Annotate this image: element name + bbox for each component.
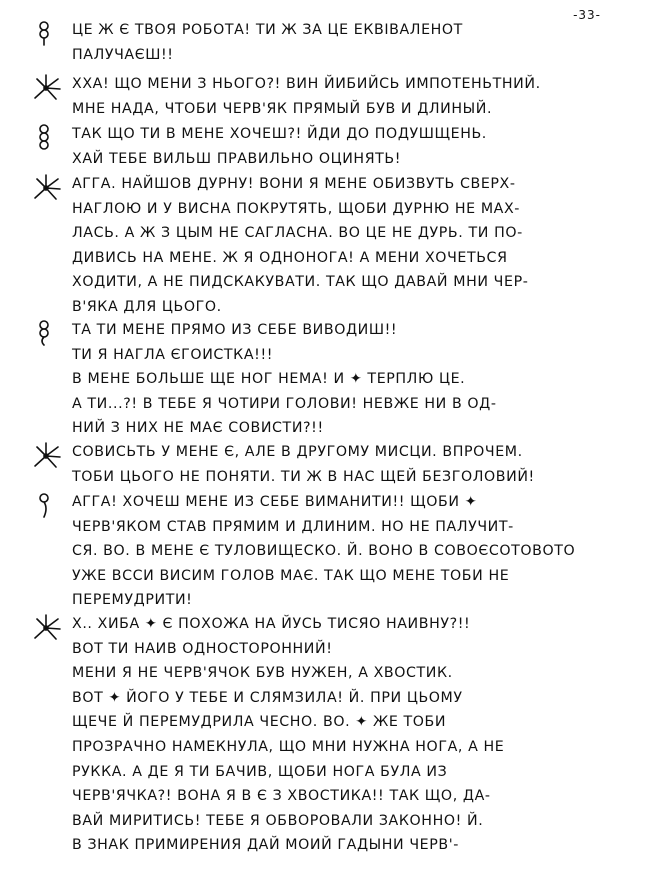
text-line: А ТИ...?! В ТЕБЕ Я ЧОТИРИ ГОЛОВИ! НЕВЖЕ НИ В ОД- [72, 395, 497, 412]
text-line: ЧЕРВ'ЯЧКА?! ВОНА Я В Є З ХВОСТИКА!! ТАК ЩО, ДА- [72, 788, 491, 805]
text-line: ХОДИТИ, А НЕ ПИДСКАКУВАТИ. ТАК ЩО ДАВАЙ МНИ ЧЕР- [72, 274, 529, 291]
text-line: ТА ТИ МЕНЕ ПРЯМО ИЗ СЕБЕ ВИВОДИШ!! [72, 322, 398, 338]
text-line: МЕНИ Я НЕ ЧЕРВ'ЯЧОК БУВ НУЖЕН, А ХВОСТИК. [72, 665, 453, 682]
page-number: -33- [573, 8, 601, 22]
text-line: ЛАСЬ. А Ж З ЦЫМ НЕ САГЛАСНА. ВО ЦЕ НЕ ДУРЬ. ТИ ПО- [72, 225, 523, 242]
starburst-glyph-icon [32, 614, 62, 640]
spiral-glyph-icon [32, 20, 62, 46]
text-line: ПРОЗРАЧНО НАМЕКНУЛА, ЩО МНИ НУЖНА НОГА, А НЕ [72, 738, 505, 755]
text-line: СОВИСЬТЬ У МЕНЕ Є, АЛЕ В ДРУГОМУ МИСЦИ. ВПРОЧЕМ. [72, 444, 523, 460]
text-line: МНЕ НАДА, ЧТОБИ ЧЕРВ'ЯК ПРЯМЫЙ БУВ И ДЛИНЫЙ. [72, 100, 493, 117]
text-line: НИЙ З НИХ НЕ МАЄ СОВИСТИ?!! [72, 420, 324, 437]
text-line: ТОБИ ЦЬОГО НЕ ПОНЯТИ. ТИ Ж В НАС ЩЕЙ БЕЗГОЛОВИЙ! [72, 468, 535, 485]
text-line: ВОТ ✦ ЙОГО У ТЕБЕ И СЛЯМЗИЛА! Й. ПРИ ЦЬОМУ [72, 689, 463, 706]
text-line: АГГА! ХОЧЕШ МЕНЕ ИЗ СЕБЕ ВИМАНИТИ!! ЩОБИ ✦ [72, 494, 478, 510]
text-line: НАГЛОЮ И У ВИСНА ПОКРУТЯТЬ, ЩОБИ ДУРНЮ НЕ МАХ- [72, 200, 521, 217]
text-line: РУККА. А ДЕ Я ТИ БАЧИВ, ЩОБИ НОГА БУЛА ИЗ [72, 763, 448, 780]
text-line: В ЗНАК ПРИМИРЕНИЯ ДАЙ МОИЙ ГАДЫНИ ЧЕРВ'- [72, 837, 459, 854]
text-line: ВОТ ТИ НАИВ ОДНОСТОРОННИЙ! [72, 640, 333, 657]
text-line: ЧЕРВ'ЯКОМ СТАВ ПРЯМИМ И ДЛИНИМ. НО НЕ ПАЛУЧИТ- [72, 518, 514, 535]
spiral-glyph-icon [32, 320, 62, 346]
text-line: ХХА! ЩО МЕНИ З НЬОГО?! ВИН ЙИБИЙСЬ ИМПОТЕНЬТНИЙ. [72, 76, 541, 92]
text-line: АГГА. НАЙШОВ ДУРНУ! ВОНИ Я МЕНЕ ОБИЗВУТЬ СВЕРХ- [72, 176, 516, 192]
text-line: В МЕНЕ БОЛЬШЕ ЩЕ НОГ НЕМА! И ✦ ТЕРПЛЮ ЦЕ. [72, 371, 466, 388]
text-line: Х.. ХИБА ✦ Є ПОХОЖА НА ЙУСЬ ТИСЯО НАИВНУ?!! [72, 616, 471, 632]
text-line: ПЕРЕМУДРИТИ! [72, 592, 193, 609]
text-line: СЯ. ВО. В МЕНЕ Є ТУЛОВИЩЕСКО. Й. ВОНО В СОВОЄСОТОВОТО [72, 543, 576, 560]
text-line: В'ЯКА ДЛЯ ЦЬОГО. [72, 298, 222, 315]
spiral-glyph-icon [32, 124, 62, 150]
text-line: ХАЙ ТЕБЕ ВИЛЬШ ПРАВИЛЬНО ОЦИНЯТЬ! [72, 150, 402, 167]
text-line: ТАК ЩО ТИ В МЕНЕ ХОЧЕШ?! ЙДИ ДО ПОДУШЩЕНЬ. [72, 126, 487, 142]
starburst-glyph-icon [32, 174, 62, 200]
text-line: УЖЕ ВССИ ВИСИМ ГОЛОВ МАЄ. ТАК ЩО МЕНЕ ТОБИ НЕ [72, 567, 510, 584]
spiral-glyph-icon [32, 492, 62, 518]
text-line: ЦЕ Ж Є ТВОЯ РОБОТА! ТИ Ж ЗА ЦЕ ЕКВІВАЛЕНОТ [72, 22, 463, 38]
starburst-glyph-icon [32, 74, 62, 100]
text-line: ДИВИСЬ НА МЕНЕ. Ж Я ОДНОНОГА! А МЕНИ ХОЧЕТЬСЯ [72, 249, 508, 266]
text-line: ТИ Я НАГЛА ЄГОИСТКА!!! [72, 346, 274, 363]
text-line: ПАЛУЧАЄШ!! [72, 46, 174, 63]
starburst-glyph-icon [32, 442, 62, 468]
text-line: ВАЙ МИРИТИСЬ! ТЕБЕ Я ОБВОРОВАЛИ ЗАКОННО! Й. [72, 812, 484, 829]
text-line: ЩЕЧЕ Й ПЕРЕМУДРИЛА ЧЕСНО. ВО. ✦ ЖЕ ТОБИ [72, 714, 447, 731]
